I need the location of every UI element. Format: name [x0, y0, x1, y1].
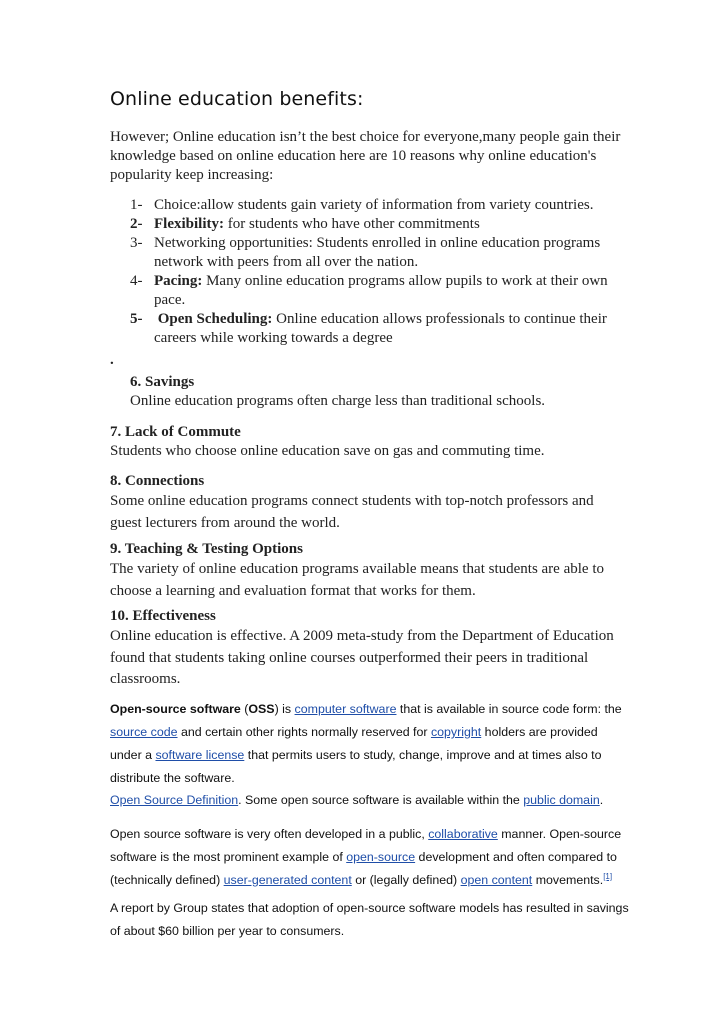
text-run: .	[599, 793, 604, 807]
text-run: manner. Open-source software is the most prominent example of	[110, 827, 622, 864]
section-savings	[130, 373, 610, 411]
link-source-code[interactable]: source code	[110, 725, 178, 739]
text-run: development and often compared to (technically defined)	[110, 850, 617, 887]
list-item-text: Choice:allow students gain variety of information from variety countries.	[154, 197, 594, 213]
section-teaching-testing	[110, 540, 625, 602]
list-item-text: Online education allows professionals to continue their careers while working towards a degree	[154, 311, 607, 346]
section-heading: 10. Effectiveness	[110, 608, 216, 624]
list-item	[130, 310, 610, 348]
text-run: and certain other rights normally reserved for	[177, 725, 431, 739]
collaborative-paragraph	[110, 823, 630, 892]
text-run: holders are provided under a	[110, 725, 598, 762]
text-run: movements.	[532, 873, 604, 887]
footnote-link[interactable]: [1]	[603, 871, 613, 881]
section-effectiveness	[110, 607, 625, 691]
section-heading: 9. Teaching & Testing Options	[110, 541, 303, 557]
link-user-generated-content[interactable]: user-generated content	[223, 873, 352, 887]
list-item	[130, 196, 610, 215]
text-run: Open source software is very often developed in a public,	[110, 827, 429, 841]
text-run: or (legally defined)	[351, 873, 461, 887]
stray-period: .	[110, 352, 114, 368]
reasons-list	[130, 196, 610, 348]
link-open-source-definition[interactable]: Open Source Definition	[110, 793, 239, 807]
link-copyright[interactable]: copyright	[430, 725, 482, 739]
section-body: Some online education programs connect students with top-notch professors and guest lecturers from around the world.	[110, 493, 594, 531]
section-heading: 7. Lack of Commute	[110, 424, 241, 440]
list-item-text: for students who have other commitments	[224, 216, 480, 232]
link-open-content[interactable]: open content	[460, 873, 533, 887]
list-item-text: Networking opportunities: Students enrolled in online education programs network with peers from all over the nation.	[154, 235, 601, 270]
list-item	[130, 234, 610, 272]
text-run: . Some open source software is available within the	[238, 793, 524, 807]
link-public-domain[interactable]: public domain	[523, 793, 600, 807]
section-connections	[110, 472, 625, 534]
text-run: ) is	[274, 702, 295, 716]
list-item-label: Open Scheduling:	[154, 311, 273, 327]
section-heading: 8. Connections	[110, 473, 205, 489]
section-body: Online education is effective. A 2009 meta-study from the Department of Education found that students taking online courses outperformed their peers in traditional classrooms.	[110, 628, 614, 687]
section-heading: 6. Savings	[130, 374, 195, 390]
list-item	[130, 272, 610, 310]
page-title: Online education benefits:	[110, 88, 364, 110]
list-number: 4-	[130, 273, 143, 289]
text-run: that is available in source code form: the	[396, 702, 622, 716]
oss-abbrev: OSS	[248, 702, 275, 716]
list-item	[130, 215, 610, 234]
list-item-label: Pacing:	[154, 273, 203, 289]
list-number: 3-	[130, 235, 143, 251]
link-collaborative[interactable]: collaborative	[428, 827, 498, 841]
section-body: Students who choose online education save on gas and commuting time.	[110, 443, 545, 459]
link-computer-software[interactable]: computer software	[294, 702, 397, 716]
osd-paragraph	[110, 789, 630, 812]
list-item-label: Flexibility:	[154, 216, 224, 232]
oss-definition-paragraph	[110, 698, 630, 790]
section-body: Online education programs often charge less than traditional schools.	[130, 393, 546, 409]
list-number: 5-	[130, 311, 143, 327]
list-item-text: Many online education programs allow pupils to work at their own pace.	[154, 273, 608, 308]
text-run: that permits users to study, change, improve and at times also to distribute the software.	[110, 748, 602, 785]
list-number: 1-	[130, 197, 143, 213]
link-software-license[interactable]: software license	[155, 748, 245, 762]
section-body: The variety of online education programs available means that students are able to choose a learning and evaluation format that works for them.	[110, 561, 604, 599]
link-open-source[interactable]: open-source	[346, 850, 416, 864]
list-number: 2-	[130, 216, 143, 232]
intro-paragraph: However; Online education isn’t the best choice for everyone,many people gain their knowledge based on online education here are 10 reasons why online education's popularity keep increasing:	[110, 129, 621, 183]
section-commute	[110, 423, 625, 461]
savings-report-paragraph: A report by Group states that adoption of open-source software models has resulted in savings of about $60 billion per year to consumers.	[110, 901, 629, 938]
text-run: (	[240, 702, 249, 716]
oss-term: Open-source software	[110, 702, 241, 716]
